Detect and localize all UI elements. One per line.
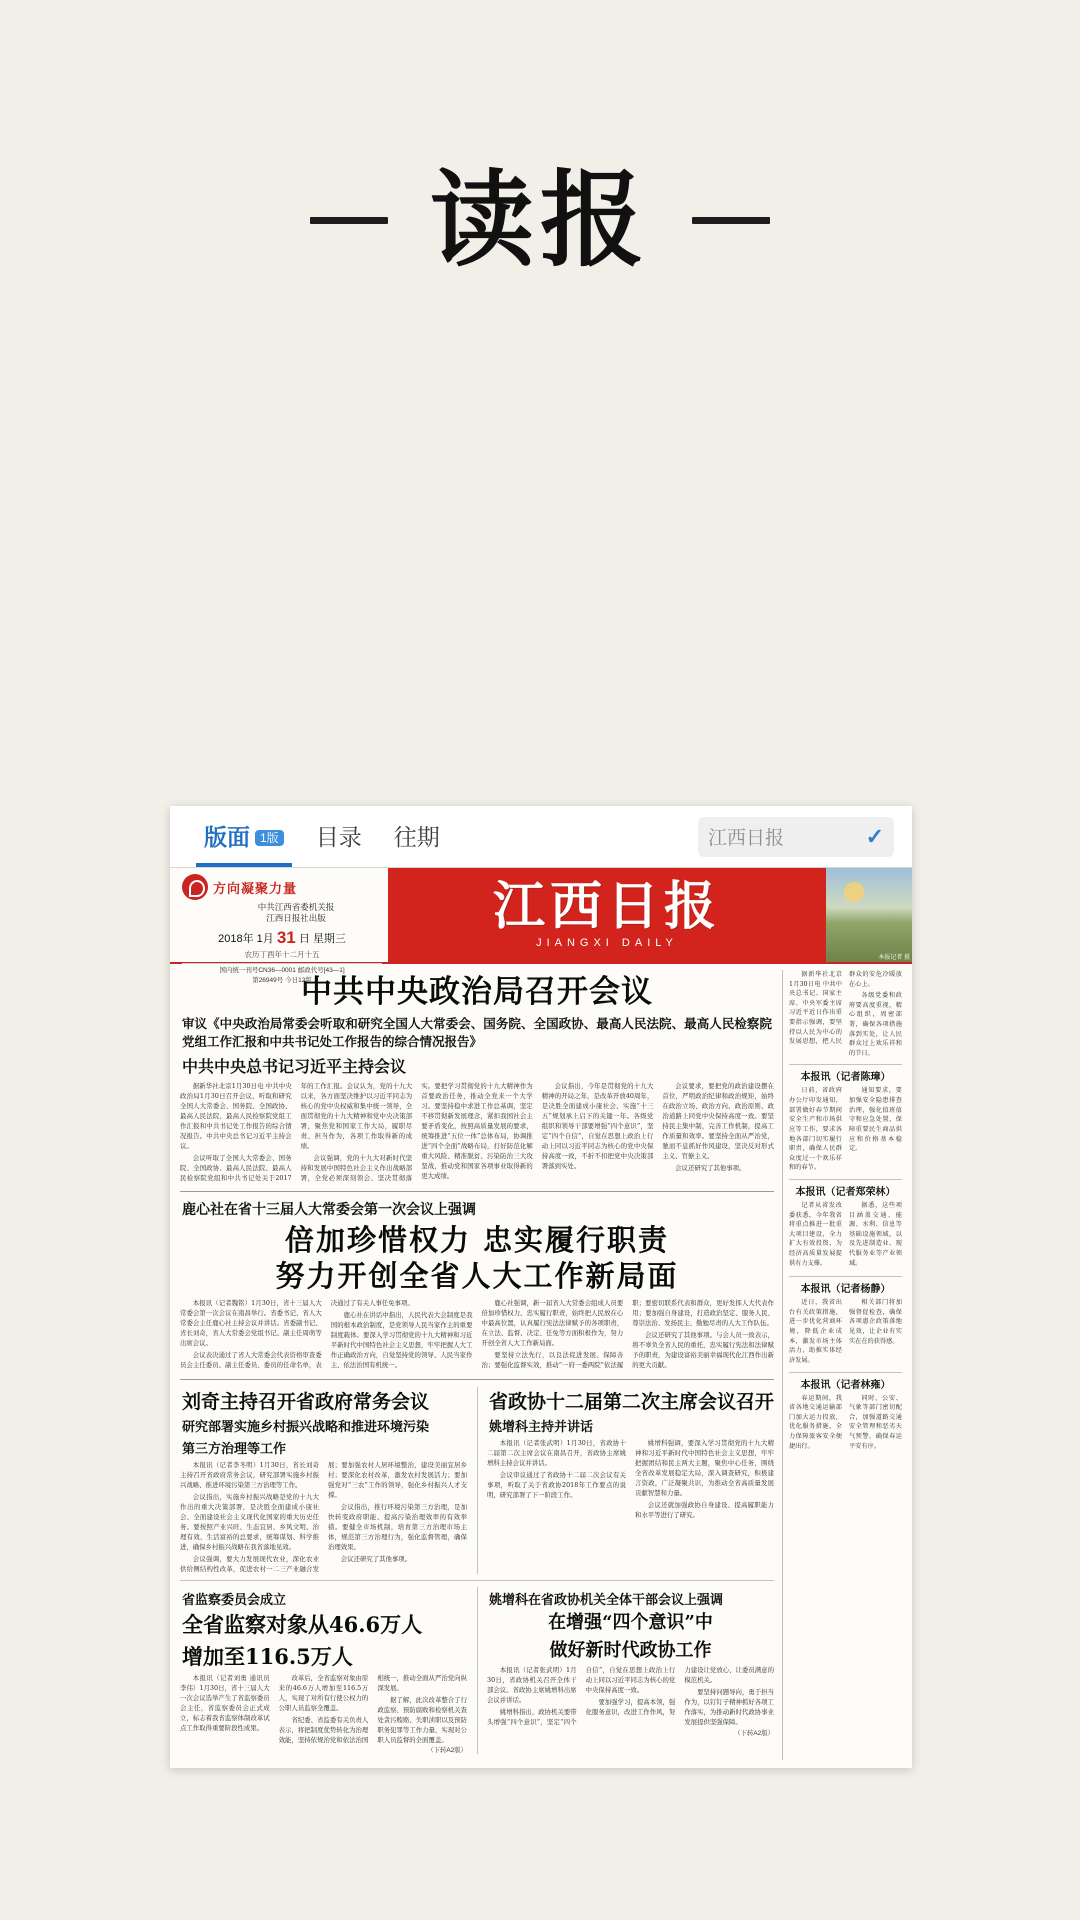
divider — [789, 1372, 902, 1373]
lead-para: 据新华社北京1月30日电 中共中央政治局1月30日召开会议，听取和研究全国人大常委会、国务院、全国政协、最高人民法院、最高人民检察院党组工作汇报和中共书记处工作报告的综合情况报告。中共中央总书记习近平主持会议。 — [180, 1082, 292, 1150]
masthead-slogan-row — [182, 874, 382, 900]
tab-layout[interactable] — [188, 807, 300, 867]
story-cppcc[interactable] — [477, 1387, 774, 1575]
page-title: 读报 — [429, 158, 650, 281]
side-block — [789, 1071, 902, 1172]
story-renda-para: 鹿心社在讲话中指出，人民代表大会制度是我国的根本政治制度，是党领导人民当家作主的重要制度载体。要深入学习贯彻党的十九大精神和习近平新时代中国特色社会主义思想，牢牢把握人大工作正确政治方向，自觉坚持党的领导、人民当家作主、依法治国有机统一。 — [330, 1311, 473, 1369]
newspaper-page[interactable] — [170, 868, 912, 1768]
side-para: 春运期间，我省各地交通运输部门加大运力投放，优化服务措施，全力保障旅客安全便捷出行。 — [789, 1394, 842, 1450]
jiangxi-daily-logo-icon — [182, 874, 208, 900]
banner-left-dash — [310, 217, 388, 224]
story-supervision-para: 本报讯（记者刘勇 通讯员李伟）1月30日，省十三届人大一次会议选举产生了省监察委员会主任，省监察委员会正式成立，标志着我省监察体制改革试点工作取得重要阶段性成果。 — [180, 1674, 270, 1732]
masthead-left — [170, 868, 388, 984]
masthead-meta-line2: 第26949号 今日12版 — [252, 976, 312, 984]
story-cppcc-staff-jump: （下转A2版） — [734, 1729, 774, 1737]
story-supervision[interactable] — [180, 1587, 467, 1754]
story-govmeeting-para: 本报讯（记者李冬明）1月30日，省长刘奇主持召开省政府常务会议，研究部署实施乡村振兴战略、推进环境污染第三方治理等工作。 — [180, 1461, 319, 1490]
masthead-year: 2018年 — [218, 932, 254, 945]
paper-selector-value: 江西日报 — [708, 828, 785, 849]
masthead-org-line2: 江西日报社出版 — [266, 913, 326, 924]
story-cppcc-para: 姚增科强调，要深入学习贯彻党的十九大精神和习近平新时代中国特色社会主义思想，牢牢把握团结和民主两大主题，聚焦中心任务，围绕全省改革发展稳定大局，深入调查研究，积极建言资政，广泛凝聚共识，为推动全省高质量发展贡献智慧和力量。 — [635, 1439, 774, 1497]
story-govmeeting-para: 会议还研究了其他事项。 — [340, 1554, 412, 1563]
masthead-date — [182, 928, 382, 948]
masthead-meta — [182, 963, 382, 986]
lead-subhead-2: 中共中央总书记习近平主持会议 — [182, 1057, 407, 1077]
sun-icon — [844, 882, 864, 902]
divider — [789, 1276, 902, 1277]
story-renda[interactable] — [180, 1199, 774, 1372]
side-para: 通知要求，要加强安全隐患排查治理，强化值班值守和应急处置，保障重要民生商品供应和价格基本稳定。 — [849, 1087, 902, 1153]
story-cppcc-para: 会议审议通过了省政协十二届二次会议有关事项，听取了关于省政协2018年工作要点的说明，研究部署了下一阶段工作。 — [487, 1471, 626, 1499]
lead-body — [180, 1082, 774, 1183]
story-cppcc-para: 会议还就加强政协自身建设、提高履职能力和水平等进行了研究。 — [635, 1500, 774, 1519]
story-supervision-kicker: 省监察委员会成立 — [182, 1593, 287, 1609]
divider — [180, 1191, 774, 1192]
tab-layout-label: 版面 — [204, 823, 250, 850]
masthead-org — [182, 902, 382, 925]
side-block-text — [789, 970, 902, 1058]
story-supervision-para: 改革后，全省监察对象由原来的46.6万人增加至116.5万人，实现了对所有行使公权力的公职人员监察全覆盖。 — [278, 1674, 369, 1712]
story-cppcc-headline: 省政协十二届第二次主席会议召开 — [489, 1390, 775, 1413]
page-body — [170, 964, 912, 1768]
masthead-title-cn: 江西日报 — [492, 876, 721, 937]
story-renda-para: 会议还研究了其他事项。与会人员一致表示，将不辜负全省人民的重托，忠实履行宪法和法律赋予的职责，为建设富裕美丽幸福现代化江西作出新的更大贡献。 — [632, 1330, 774, 1369]
story-cppcc-staff-kicker: 姚增科在省政协机关全体干部会议上强调 — [489, 1593, 724, 1609]
story-govmeeting-para: 会议指出，实施乡村振兴战略是党的十九大作出的重大决策部署，是决胜全面建成小康社会、全面建设社会主义现代化国家的重大历史任务。要按照产业兴旺、生态宜居、乡风文明、治理有效、生活富裕的总要求，统筹谋划、科学推进，确保乡村振兴战略在我省落地见效。 — [180, 1493, 319, 1551]
lead-para: 会议强调，党的十九大对新时代坚持和发展中国特色社会主义作出战略部署，全党必须深刻领会、坚决贯彻落实。要把学习贯彻党的十九大精神作为首要政治任务，推动全党来一个大学习。要坚持稳中求进工作总基调，坚定不移贯彻新发展理念，紧扣我国社会主要矛盾变化，按照高质量发展的要求，统筹推进“五位一体”总体布局，协调推进“四个全面”战略布局，打好防范化解重大风险、精准脱贫、污染防治三大攻坚战，推动党和国家各项事业取得新的更大成绩。 — [300, 1082, 533, 1182]
story-supervision-body — [180, 1674, 467, 1745]
story-govmeeting-subhead-2: 第三方治理等工作 — [182, 1442, 287, 1458]
side-para: 相关部门将加强督促检查，确保各项惠企政策落地见效，让企业有实实在在的获得感。 — [849, 1299, 902, 1345]
side-block — [789, 1186, 902, 1270]
story-cppcc-staff-headline-2: 做好新时代政协工作 — [549, 1639, 712, 1661]
masthead-slogan: 方向凝聚力量 — [213, 880, 298, 896]
tab-archive-label: 往期 — [393, 823, 440, 850]
tab-catalog-label: 目录 — [315, 823, 362, 850]
check-icon: ✓ — [865, 823, 884, 849]
tab-archive[interactable] — [378, 807, 456, 867]
story-cppcc-para: 本报讯（记者张武明）1月30日，省政协十二届第二次主席会议在南昌召开，省政协主席姚增科主持会议并讲话。 — [487, 1439, 626, 1468]
main-column — [180, 970, 774, 1760]
story-cppcc-staff[interactable] — [477, 1587, 774, 1754]
story-cppcc-subhead: 姚增科主持并讲话 — [489, 1420, 594, 1436]
lead-headline: 中共中央政治局召开会议 — [301, 974, 653, 1010]
side-block-text — [789, 1394, 902, 1454]
story-cppcc-staff-para: 姚增科指出，政协机关要带头增强“四个意识”，坚定“四个自信”，自觉在思想上政治上行动上同以习近平同志为核心的党中央保持高度一致。 — [487, 1666, 676, 1726]
page-banner — [0, 150, 1080, 290]
story-renda-headline-1: 倍加珍惜权力 忠实履行职责 — [284, 1222, 670, 1257]
story-supervision-headline-1: 全省监察对象从46.6万人 — [182, 1612, 423, 1638]
story-cppcc-body — [487, 1439, 774, 1520]
story-cppcc-staff-para: 要加强学习，提高本领，强化服务意识，改进工作作风，努力建设让党放心、让委员满意的模范机关。 — [585, 1666, 774, 1716]
story-supervision-headline-2: 增加至116.5万人 — [182, 1643, 353, 1669]
bottom-section — [180, 1587, 774, 1754]
masthead-title-block — [388, 868, 826, 962]
lead-para: 会议还研究了其他事项。 — [675, 1163, 746, 1172]
masthead-org-line1: 中共江西省委机关报 — [257, 902, 335, 912]
side-block — [789, 970, 902, 1058]
masthead-month: 1月 — [256, 932, 274, 945]
side-block-head: 本报讯（记者林雍） — [800, 1379, 891, 1391]
story-cppcc-staff-headline-1: 在增强“四个意识”中 — [548, 1612, 713, 1634]
side-para: 记者从省发改委获悉，今年我省将重点推进一批重大项目建设，全力扩大有效投资，为经济高质量发展提供有力支撑。 — [789, 1201, 842, 1267]
story-supervision-para: 省纪委、省监委有关负责人表示，将把制度优势转化为治理效能，坚持依规治党和依法治国相统一，推动全面从严治党向纵深发展。 — [278, 1674, 467, 1744]
side-block-text — [789, 1086, 902, 1172]
story-govmeeting-body — [180, 1461, 467, 1574]
divider — [789, 1179, 902, 1180]
story-govmeeting-subhead-1: 研究部署实施乡村振兴战略和推进环境污染 — [182, 1420, 430, 1436]
story-supervision-para: 据了解，此次改革整合了行政监察、预防腐败和检察机关查处贪污贿赂、失职渎职以及预防职务犯罪等工作力量，实现对公职人员监督的全面覆盖。 — [377, 1695, 467, 1744]
story-cppcc-staff-body — [487, 1666, 774, 1728]
masthead-lunar: 农历丁酉年十二月十五 — [244, 949, 320, 959]
side-block — [789, 1283, 902, 1365]
story-cppcc-staff-para: 要坚持问题导向，勇于担当作为，以钉钉子精神抓好各项工作落实，为推动新时代政协事业发展提供坚强保障。 — [684, 1687, 774, 1726]
tab-catalog[interactable] — [300, 807, 378, 867]
side-block-head: 本报讯（记者郑荣林） — [795, 1186, 896, 1198]
divider — [180, 1580, 774, 1581]
story-renda-headline-2: 努力开创全省人大工作新局面 — [275, 1258, 679, 1293]
story-renda-para: 要坚持立法先行，以良法促进发展、保障善治；要强化监督实效，推动“一府一委两院”依法履职；要密切联系代表和群众，更好发挥人大代表作用；要加强自身建设，打造政治坚定、服务人民、尊崇法治、发扬民主、勤勉尽责的人大工作队伍。 — [481, 1299, 774, 1369]
banner-right-dash — [692, 217, 770, 224]
masthead — [170, 868, 912, 984]
lead-story[interactable] — [180, 974, 774, 1184]
divider — [789, 1064, 902, 1065]
side-para: 同时，公安、气象等部门密切配合，加强道路交通安全管理和恶劣天气预警，确保春运平安有序。 — [849, 1394, 902, 1450]
side-para: 据悉，这些项目涵盖交通、能源、水利、信息等基础设施领域，以及先进制造业、现代服务业等产业领域。 — [849, 1201, 902, 1267]
divider — [180, 1379, 774, 1380]
side-para: 各级党委和政府要高度重视，精心组织，周密部署，确保各项措施落到实处，让人民群众过上欢乐祥和的节日。 — [849, 992, 902, 1057]
lead-para: 会议要求，要把党的政治建设摆在首位，严明政治纪律和政治规矩，始终在政治立场、政治方向、政治原则、政治道路上同党中央保持高度一致。要坚持民主集中制，完善工作机制，提高工作质量和效率。要坚持全面从严治党，驰而不息抓好作风建设，坚决反对形式主义、官僚主义。 — [662, 1082, 774, 1160]
side-block-text — [789, 1201, 902, 1270]
side-para: 据新华社北京1月30日电 中共中央总书记、国家主席、中央军委主席习近平近日作出重要指示强调，要坚持以人民为中心的发展思想，把人民群众的安危冷暖放在心上。 — [789, 971, 902, 1046]
story-govmeeting[interactable] — [180, 1387, 467, 1575]
lead-para: 会议听取了全国人大常委会、国务院、全国政协、最高人民法院、最高人民检察院党组和中共书记处关于2017年的工作汇报。会议认为，党的十九大以来，各方面坚决维护以习近平同志为核心的党中央权威和集中统一领导，全面贯彻党的十九大精神和党中央决策部署，聚焦党和国家工作大局，履职尽责、担当作为，各项工作取得新的成绩。 — [180, 1082, 413, 1182]
story-renda-para: 本报讯（记者魏铭）1月30日，省十三届人大常委会第一次会议在南昌举行。省委书记、省人大常委会主任鹿心社主持会议并讲话。省委副书记、省长刘奇，省人大常委会党组书记、副主任周萌等出席会议。 — [180, 1299, 322, 1347]
story-cppcc-staff-para: 本报讯（记者张武明）1月30日，省政协机关召开全体干部会议。省政协主席姚增科出席会议并讲话。 — [487, 1666, 577, 1704]
mid-section — [180, 1387, 774, 1575]
story-govmeeting-para: 会议强调，要大力发展现代农业，深化农业供给侧结构性改革，促进农村一二三产业融合发展；要加强农村人居环境整治，建设美丽宜居乡村；要深化农村改革，激发农村发展活力；要加强党对“三农”工作的领导，强化乡村振兴人才支撑。 — [180, 1461, 467, 1573]
side-block-head: 本报讯（记者陈璋） — [800, 1072, 891, 1084]
masthead-photo-caption: 本报记者 摄 — [878, 955, 910, 961]
masthead-title-en: JIANGXI DAILY — [536, 937, 678, 949]
side-para: 日前，省政府办公厅印发通知，部署做好春节期间安全生产和市场供应等工作，要求各地各部门切实履行职责，确保人民群众度过一个欢乐祥和的春节。 — [789, 1087, 842, 1172]
masthead-meta-line1: 国内统一刊号CN36—0001 邮政代号[43—1] — [219, 966, 345, 974]
masthead-day-suffix: 日 — [298, 932, 310, 945]
story-supervision-jump: （下转A2版） — [427, 1747, 467, 1755]
story-renda-body — [180, 1299, 774, 1371]
side-block-head: 本报讯（记者杨静） — [800, 1284, 891, 1296]
lead-para: 会议指出，今年是贯彻党的十九大精神的开局之年，是改革开放40周年，是决胜全面建成小康社会、实施“十三五”规划承上启下的关键一年。各级党组织和领导干部要增强“四个意识”，坚定“四个自信”，自觉在思想上政治上行动上同以习近平同志为核心的党中央保持高度一致，不折不扣把党中央决策部署落到实处。 — [541, 1082, 654, 1170]
masthead-weekday: 星期三 — [312, 932, 346, 945]
story-govmeeting-headline: 刘奇主持召开省政府常务会议 — [182, 1390, 430, 1413]
side-block-text — [789, 1298, 902, 1365]
tab-layout-badge: 1版 — [255, 830, 284, 846]
side-column[interactable] — [782, 970, 902, 1760]
story-govmeeting-para: 会议指出，推行环境污染第三方治理，是加快转变政府职能、提高污染治理效率的有效举措。要健全市场机制，培育第三方治理市场主体，规范第三方治理行为，强化监督管理，确保治理效果。 — [328, 1502, 467, 1551]
reader-tabbar — [170, 806, 912, 868]
story-renda-kicker: 鹿心社在省十三届人大常委会第一次会议上强调 — [182, 1201, 476, 1218]
side-para: 近日，我省出台有关政策措施，进一步优化营商环境，降低企业成本，激发市场主体活力，助推实体经济发展。 — [789, 1299, 842, 1364]
newspaper-reader-card — [170, 806, 912, 1768]
lead-subhead: 审议《中央政治局常委会听取和研究全国人大常委会、国务院、全国政协、最高人民法院、最高人民检察院党组工作汇报和中共书记处工作报告的综合情况报告》 — [182, 1016, 772, 1050]
side-block — [789, 1379, 902, 1454]
story-renda-para: 鹿心社强调，新一届省人大常委会组成人员要倍加珍惜权力、忠实履行职责，始终把人民放在心中最高位置，认真履行宪法法律赋予的各项职责，在立法、监督、决定、任免等方面积极作为，努力开创全省人大工作新局面。 — [481, 1299, 624, 1347]
story-renda-para: 会议表决通过了省人大常委会代表资格审查委员会主任委员、副主任委员、委员的任命名单，表决通过了有关人事任免事项。 — [180, 1299, 414, 1369]
paper-selector[interactable] — [698, 817, 894, 857]
masthead-photo — [826, 868, 912, 962]
masthead-day: 31 — [276, 927, 296, 947]
